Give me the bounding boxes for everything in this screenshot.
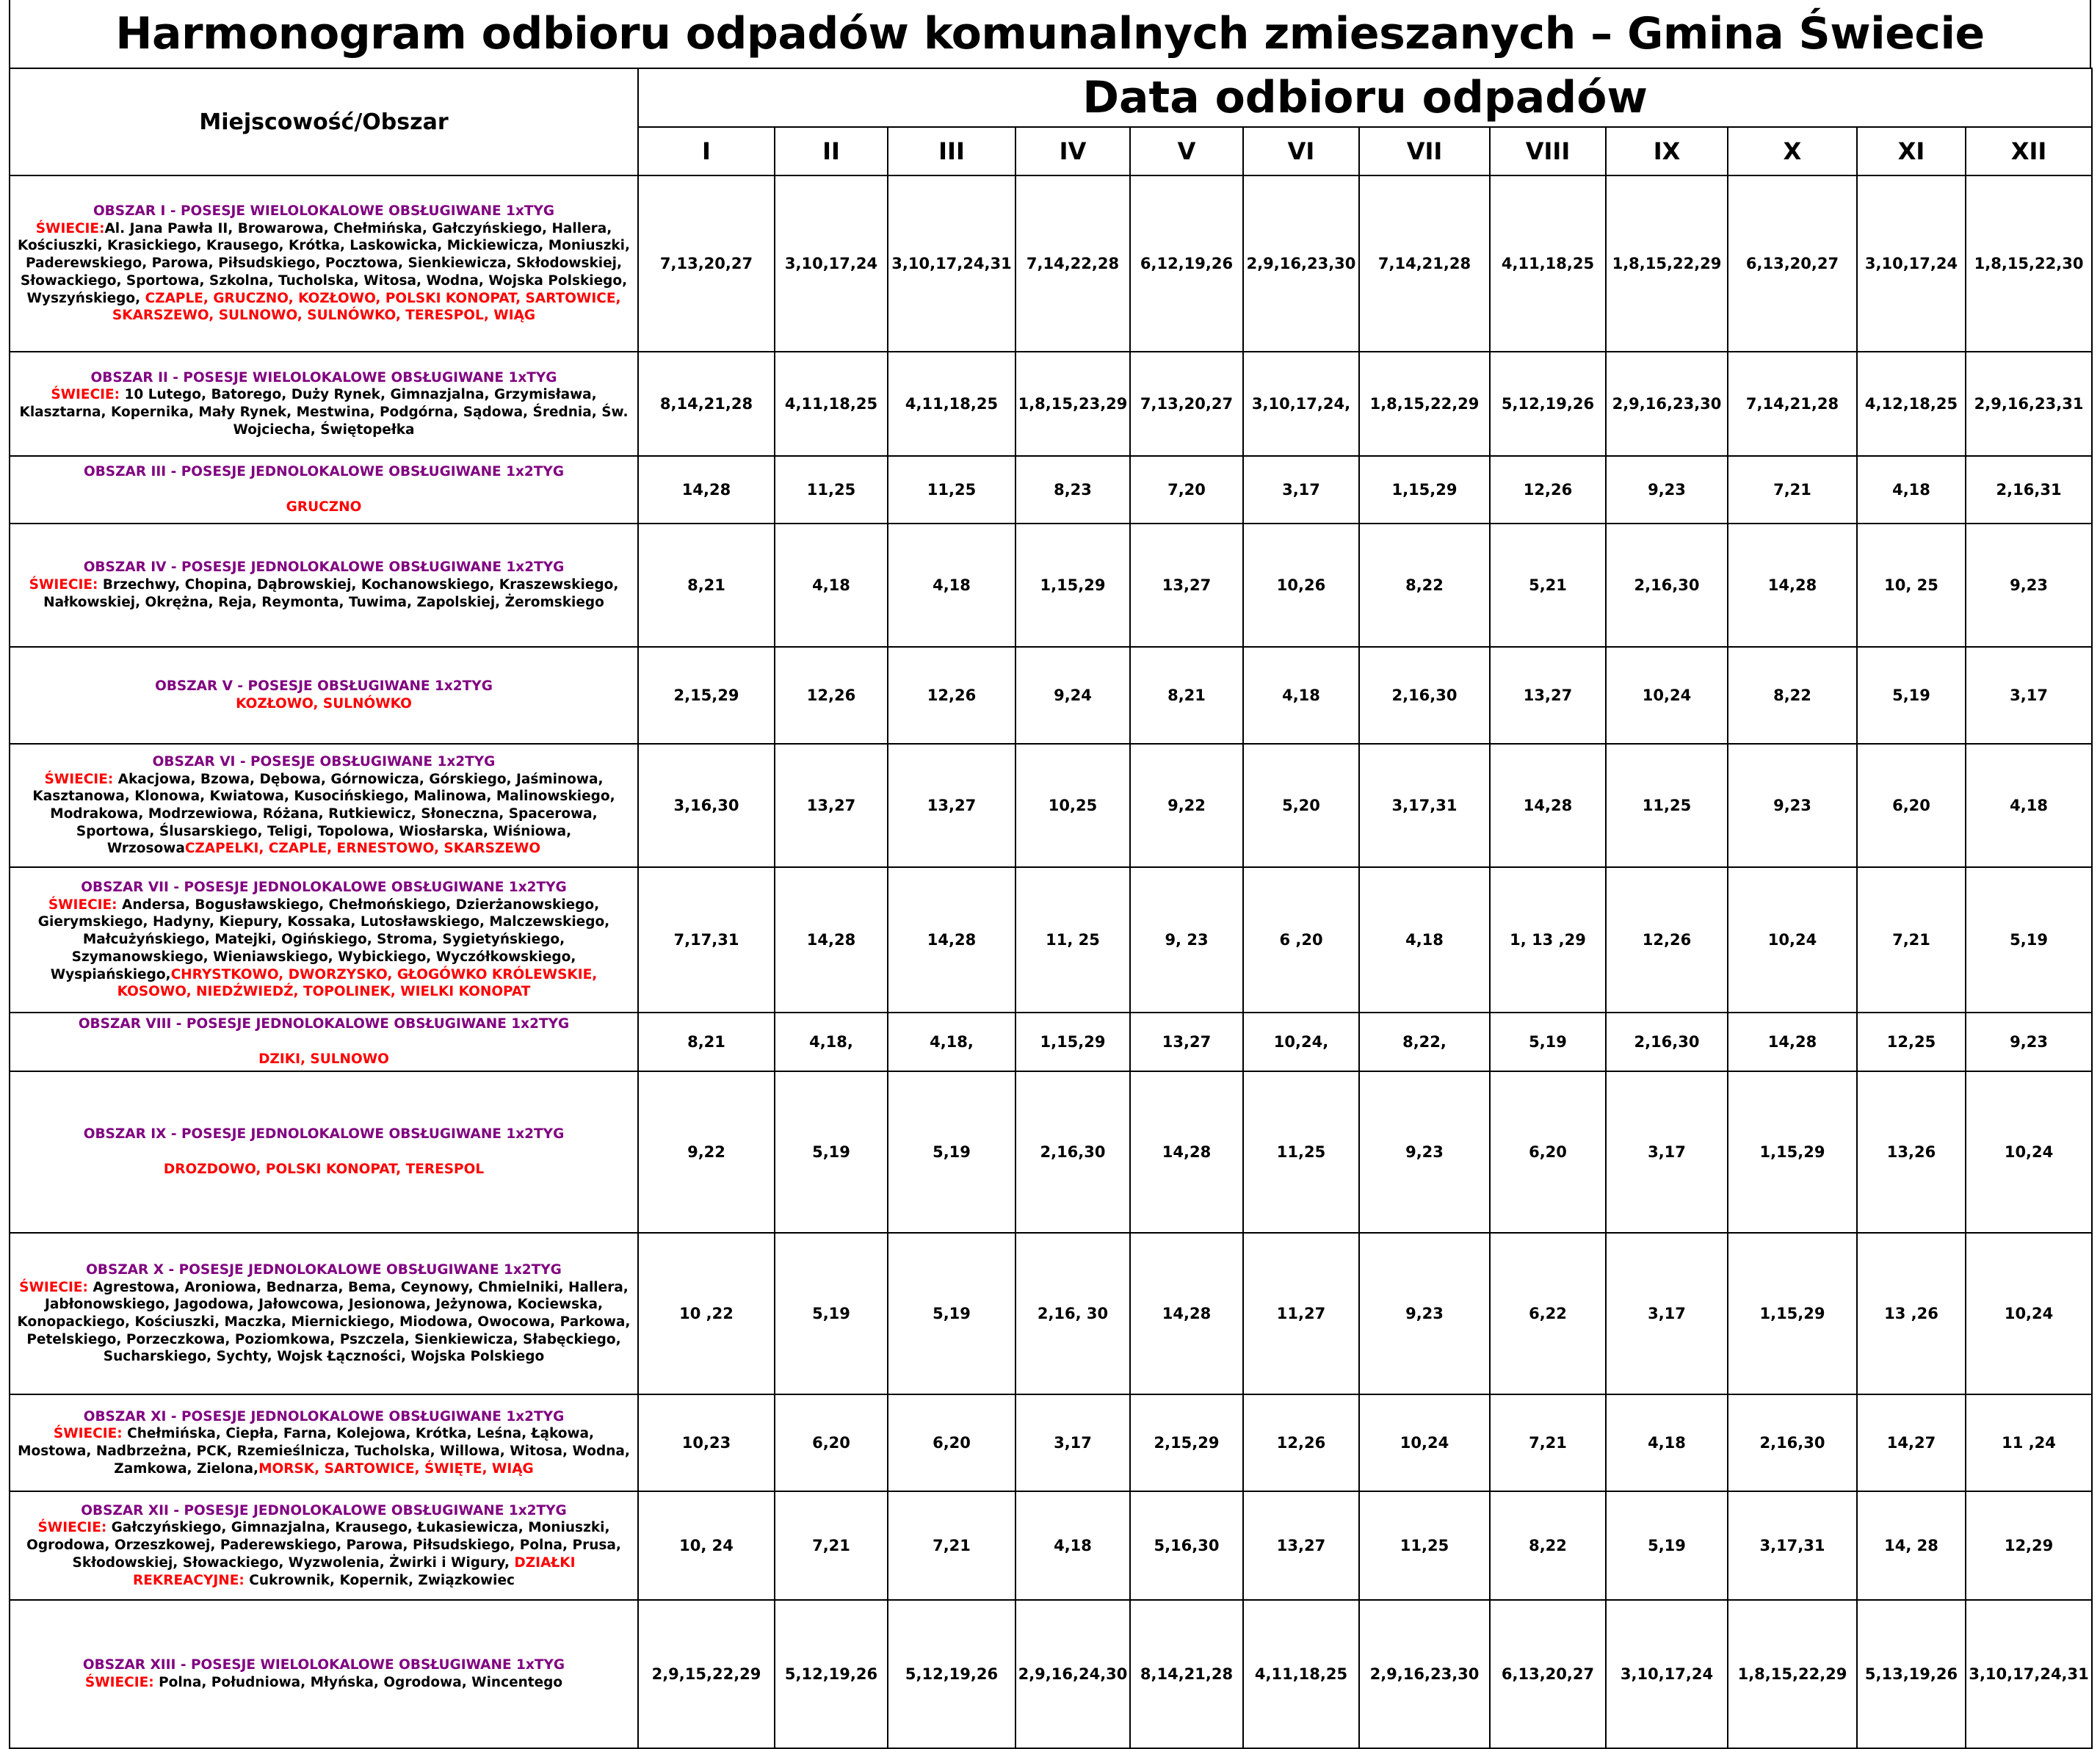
dates-column-header: Data odbioru odpadów <box>638 68 2092 127</box>
pickup-dates-IX: 3,10,17,24 <box>1606 1600 1728 1748</box>
pickup-dates-XII: 9,23 <box>1966 524 2092 647</box>
pickup-dates-III: 4,18 <box>888 524 1015 647</box>
area-cell <box>10 1491 638 1600</box>
pickup-dates-X: 7,14,21,28 <box>1728 352 1857 456</box>
city-label: ŚWIECIE: <box>48 897 117 913</box>
month-header-XII: XII <box>1966 127 2092 175</box>
table-row <box>10 867 2092 1013</box>
pickup-dates-IX: 12,26 <box>1606 867 1728 1013</box>
pickup-dates-II: 7,21 <box>775 1491 888 1600</box>
pickup-dates-IV: 2,16,30 <box>1015 1071 1130 1233</box>
city-label: ŚWIECIE: <box>29 577 98 593</box>
pickup-dates-I: 10,23 <box>638 1394 775 1491</box>
pickup-dates-XII: 5,19 <box>1966 867 2092 1013</box>
pickup-dates-XI: 3,10,17,24 <box>1857 175 1966 352</box>
city-label: ŚWIECIE: <box>84 1675 154 1690</box>
pickup-dates-VI: 11,27 <box>1243 1233 1359 1394</box>
pickup-dates-V: 6,12,19,26 <box>1130 175 1243 352</box>
area-title: OBSZAR VI - POSESJE OBSŁUGIWANE 1x2TYG <box>152 753 496 770</box>
pickup-dates-V: 14,28 <box>1130 1233 1243 1394</box>
pickup-dates-VI: 2,9,16,23,30 <box>1243 175 1359 352</box>
pickup-dates-X: 9,23 <box>1728 744 1857 867</box>
schedule-page <box>9 0 2091 1746</box>
pickup-dates-VI: 3,10,17,24, <box>1243 352 1359 456</box>
pickup-dates-IX: 2,9,16,23,30 <box>1606 352 1728 456</box>
table-row <box>10 1233 2092 1394</box>
pickup-dates-VI: 4,18 <box>1243 647 1359 744</box>
pickup-dates-IV: 3,17 <box>1015 1394 1130 1491</box>
pickup-dates-IV: 2,16, 30 <box>1015 1233 1130 1394</box>
pickup-dates-II: 12,26 <box>775 647 888 744</box>
pickup-dates-III: 5,19 <box>888 1233 1015 1394</box>
pickup-dates-XII: 4,18 <box>1966 744 2092 867</box>
pickup-dates-XII: 2,9,16,23,31 <box>1966 352 2092 456</box>
pickup-dates-VIII: 1, 13 ,29 <box>1490 867 1606 1013</box>
table-row <box>10 1071 2092 1233</box>
pickup-dates-II: 14,28 <box>775 867 888 1013</box>
pickup-dates-II: 3,10,17,24 <box>775 175 888 352</box>
pickup-dates-VIII: 6,20 <box>1490 1071 1606 1233</box>
pickup-dates-III: 3,10,17,24,31 <box>888 175 1015 352</box>
pickup-dates-II: 4,18 <box>775 524 888 647</box>
pickup-dates-XII: 1,8,15,22,30 <box>1966 175 2092 352</box>
pickup-dates-I: 10 ,22 <box>638 1233 775 1394</box>
area-cell <box>10 1394 638 1491</box>
pickup-dates-II: 5,19 <box>775 1071 888 1233</box>
area-title: OBSZAR XII - POSESJE JEDNOLOKALOWE OBSŁUGIWANE 1x2TYG <box>81 1502 567 1518</box>
pickup-dates-V: 8,14,21,28 <box>1130 1600 1243 1748</box>
pickup-dates-VIII: 6,13,20,27 <box>1490 1600 1606 1748</box>
pickup-dates-VI: 10,24, <box>1243 1013 1359 1071</box>
table-row <box>10 744 2092 867</box>
pickup-dates-VI: 12,26 <box>1243 1394 1359 1491</box>
area-cell <box>10 1600 638 1748</box>
pickup-dates-X: 1,15,29 <box>1728 1071 1857 1233</box>
area-title: OBSZAR XIII - POSESJE WIELOLOKALOWE OBSŁUGIWANE 1xTYG <box>82 1657 565 1673</box>
pickup-dates-XII: 11 ,24 <box>1966 1394 2092 1491</box>
pickup-dates-II: 4,11,18,25 <box>775 352 888 456</box>
pickup-dates-III: 5,12,19,26 <box>888 1600 1015 1748</box>
month-header-VII: VII <box>1359 127 1490 175</box>
pickup-dates-IX: 11,25 <box>1606 744 1728 867</box>
month-header-VIII: VIII <box>1490 127 1606 175</box>
pickup-dates-III: 13,27 <box>888 744 1015 867</box>
pickup-dates-VII: 10,24 <box>1359 1394 1490 1491</box>
pickup-dates-V: 13,27 <box>1130 524 1243 647</box>
table-row <box>10 647 2092 744</box>
pickup-dates-XI: 7,21 <box>1857 867 1966 1013</box>
pickup-dates-V: 9, 23 <box>1130 867 1243 1013</box>
area-title: OBSZAR I - POSESJE WIELOLOKALOWE OBSŁUGIWANE 1xTYG <box>93 203 555 220</box>
city-label: ŚWIECIE: <box>53 1426 123 1442</box>
pickup-dates-I: 2,15,29 <box>638 647 775 744</box>
pickup-dates-IV: 2,9,16,24,30 <box>1015 1600 1130 1748</box>
pickup-dates-VII: 8,22, <box>1359 1013 1490 1071</box>
pickup-dates-X: 1,15,29 <box>1728 1233 1857 1394</box>
area-title: OBSZAR III - POSESJE JEDNOLOKALOWE OBSŁUGIWANE 1x2TYG <box>83 464 565 480</box>
pickup-dates-II: 13,27 <box>775 744 888 867</box>
pickup-dates-VII: 9,23 <box>1359 1233 1490 1394</box>
city-label: ŚWIECIE: <box>35 220 105 236</box>
pickup-dates-IV: 1,8,15,23,29 <box>1015 352 1130 456</box>
pickup-dates-VI: 13,27 <box>1243 1491 1359 1600</box>
pickup-dates-XII: 10,24 <box>1966 1071 2092 1233</box>
pickup-dates-I: 2,9,15,22,29 <box>638 1600 775 1748</box>
pickup-dates-IX: 4,18 <box>1606 1394 1728 1491</box>
month-header-III: III <box>888 127 1015 175</box>
pickup-dates-VI: 11,25 <box>1243 1071 1359 1233</box>
pickup-dates-X: 6,13,20,27 <box>1728 175 1857 352</box>
pickup-dates-III: 6,20 <box>888 1394 1015 1491</box>
village-list: DROZDOWO, POLSKI KONOPAT, TERESPOL <box>163 1161 485 1177</box>
pickup-dates-XI: 4,18 <box>1857 456 1966 524</box>
pickup-dates-V: 7,13,20,27 <box>1130 352 1243 456</box>
pickup-dates-I: 14,28 <box>638 456 775 524</box>
pickup-dates-V: 7,20 <box>1130 456 1243 524</box>
pickup-dates-VII: 1,8,15,22,29 <box>1359 352 1490 456</box>
pickup-dates-XI: 13,26 <box>1857 1071 1966 1233</box>
pickup-dates-X: 10,24 <box>1728 867 1857 1013</box>
pickup-dates-IX: 5,19 <box>1606 1491 1728 1600</box>
village-list: KOZŁOWO, SULNÓWKO <box>236 696 412 711</box>
schedule-rows <box>10 175 2092 1748</box>
pickup-dates-X: 1,8,15,22,29 <box>1728 1600 1857 1748</box>
pickup-dates-IV: 1,15,29 <box>1015 1013 1130 1071</box>
pickup-dates-VII: 2,9,16,23,30 <box>1359 1600 1490 1748</box>
village-list: DZIAŁKI REKREACYJNE: <box>133 1554 576 1588</box>
area-title: OBSZAR II - POSESJE WIELOLOKALOWE OBSŁUGIWANE 1xTYG <box>90 369 557 385</box>
pickup-dates-IX: 1,8,15,22,29 <box>1606 175 1728 352</box>
pickup-dates-III: 7,21 <box>888 1491 1015 1600</box>
city-label: ŚWIECIE: <box>51 387 120 403</box>
street-list: Al. Jana Pawła II, Browarowa, Chełmińska, Gałczyńskiego, Hallera, Kościuszki, Krasickiego, Krausego, Krótka, Laskowicka, Mickiewicza, Moniuszki, Paderewskiego, Parowa, Piłsudskiego, Pocztowa, Sienkiewicza, Skłodowskiej, Słowackiego, Sportowa, Szkolna, Tucholska, Witosa, Wodna, Wojska Polskiego, Wyszyńskiego, <box>17 220 631 306</box>
pickup-dates-X: 8,22 <box>1728 647 1857 744</box>
pickup-dates-VII: 9,23 <box>1359 1071 1490 1233</box>
pickup-dates-II: 5,12,19,26 <box>775 1600 888 1748</box>
pickup-dates-II: 4,18, <box>775 1013 888 1071</box>
village-list: DZIKI, SULNOWO <box>258 1051 389 1067</box>
pickup-dates-XI: 5,19 <box>1857 647 1966 744</box>
month-header-IV: IV <box>1015 127 1130 175</box>
pickup-dates-IX: 2,16,30 <box>1606 1013 1728 1071</box>
area-title: OBSZAR V - POSESJE OBSŁUGIWANE 1x2TYG <box>155 678 493 695</box>
month-header-II: II <box>775 127 888 175</box>
pickup-dates-III: 4,18, <box>888 1013 1015 1071</box>
table-row <box>10 456 2092 524</box>
area-title: OBSZAR IX - POSESJE JEDNOLOKALOWE OBSŁUGIWANE 1x2TYG <box>83 1126 565 1143</box>
pickup-dates-III: 11,25 <box>888 456 1015 524</box>
pickup-dates-X: 2,16,30 <box>1728 1394 1857 1491</box>
extra-list: Cukrownik, Kopernik, Związkowiec <box>244 1572 515 1588</box>
pickup-dates-VII: 7,14,21,28 <box>1359 175 1490 352</box>
page-title: Harmonogram odbioru odpadów komunalnych zmieszanych – Gmina Świecie <box>115 8 1985 59</box>
area-title: OBSZAR VIII - POSESJE JEDNOLOKALOWE OBSŁUGIWANE 1x2TYG <box>78 1016 570 1032</box>
pickup-dates-VI: 4,11,18,25 <box>1243 1600 1359 1748</box>
pickup-dates-VIII: 5,12,19,26 <box>1490 352 1606 456</box>
area-cell <box>10 867 638 1013</box>
table-row <box>10 1491 2092 1600</box>
pickup-dates-IX: 9,23 <box>1606 456 1728 524</box>
pickup-dates-VI: 10,26 <box>1243 524 1359 647</box>
pickup-dates-II: 6,20 <box>775 1394 888 1491</box>
pickup-dates-I: 10, 24 <box>638 1491 775 1600</box>
pickup-dates-IV: 7,14,22,28 <box>1015 175 1130 352</box>
pickup-dates-XII: 2,16,31 <box>1966 456 2092 524</box>
pickup-dates-III: 12,26 <box>888 647 1015 744</box>
pickup-dates-IV: 9,24 <box>1015 647 1130 744</box>
pickup-dates-V: 13,27 <box>1130 1013 1243 1071</box>
page-title-row <box>9 0 2091 68</box>
village-list: CZAPELKI, CZAPLE, ERNESTOWO, SKARSZEWO <box>184 841 541 857</box>
schedule-table <box>9 68 2093 1749</box>
city-label: ŚWIECIE: <box>44 771 114 787</box>
city-label: ŚWIECIE: <box>37 1520 107 1536</box>
month-header-VI: VI <box>1243 127 1359 175</box>
pickup-dates-VIII: 6,22 <box>1490 1233 1606 1394</box>
area-cell <box>10 744 638 867</box>
pickup-dates-XI: 5,13,19,26 <box>1857 1600 1966 1748</box>
pickup-dates-VIII: 14,28 <box>1490 744 1606 867</box>
pickup-dates-XII: 10,24 <box>1966 1233 2092 1394</box>
pickup-dates-VIII: 8,22 <box>1490 1491 1606 1600</box>
pickup-dates-III: 5,19 <box>888 1071 1015 1233</box>
street-list: 10 Lutego, Batorego, Duży Rynek, Gimnazjalna, Grzymisława, Klasztarna, Kopernika, Mały Rynek, Mestwina, Podgórna, Sądowa, Średnia, Św. Wojciecha, Świętopełka <box>19 387 629 438</box>
pickup-dates-VI: 5,20 <box>1243 744 1359 867</box>
area-cell <box>10 175 638 352</box>
area-title: OBSZAR XI - POSESJE JEDNOLOKALOWE OBSŁUGIWANE 1x2TYG <box>83 1408 565 1424</box>
area-cell <box>10 1233 638 1394</box>
pickup-dates-VI: 6 ,20 <box>1243 867 1359 1013</box>
pickup-dates-VIII: 4,11,18,25 <box>1490 175 1606 352</box>
pickup-dates-IX: 3,17 <box>1606 1071 1728 1233</box>
table-row <box>10 352 2092 456</box>
street-list: Gałczyńskiego, Gimnazjalna, Krausego, Łukasiewicza, Moniuszki, Ogrodowa, Orzeszkowej, Paderewskiego, Parowa, Piłsudskiego, Polna, Prusa, Skłodowskiej, Słowackiego, Wyzwolenia, Żwirki i Wigury, <box>26 1520 621 1571</box>
pickup-dates-XII: 3,10,17,24,31 <box>1966 1600 2092 1748</box>
month-header-I: I <box>638 127 775 175</box>
street-list: Polna, Południowa, Młyńska, Ogrodowa, Wincentego <box>153 1675 563 1690</box>
pickup-dates-VII: 1,15,29 <box>1359 456 1490 524</box>
pickup-dates-V: 8,21 <box>1130 647 1243 744</box>
pickup-dates-I: 8,14,21,28 <box>638 352 775 456</box>
area-cell <box>10 647 638 744</box>
pickup-dates-I: 7,17,31 <box>638 867 775 1013</box>
village-list: CHRYSTKOWO, DWORZYSKO, GŁOGÓWKO KRÓLEWSKIE, KOSOWO, NIEDŹWIEDŹ, TOPOLINEK, WIELKI KONOPAT <box>117 966 598 1000</box>
table-row <box>10 175 2092 352</box>
pickup-dates-VII: 11,25 <box>1359 1491 1490 1600</box>
pickup-dates-VI: 3,17 <box>1243 456 1359 524</box>
city-label: ŚWIECIE: <box>19 1279 88 1295</box>
pickup-dates-IV: 8,23 <box>1015 456 1130 524</box>
village-list: GRUCZNO <box>286 499 362 515</box>
village-list: MORSK, SARTOWICE, ŚWIĘTE, WIĄG <box>258 1460 534 1477</box>
pickup-dates-IV: 11, 25 <box>1015 867 1130 1013</box>
pickup-dates-IX: 3,17 <box>1606 1233 1728 1394</box>
pickup-dates-VIII: 5,21 <box>1490 524 1606 647</box>
area-cell <box>10 1013 638 1071</box>
pickup-dates-VIII: 13,27 <box>1490 647 1606 744</box>
pickup-dates-I: 7,13,20,27 <box>638 175 775 352</box>
pickup-dates-VIII: 5,19 <box>1490 1013 1606 1071</box>
table-row <box>10 1394 2092 1491</box>
pickup-dates-III: 14,28 <box>888 867 1015 1013</box>
pickup-dates-XI: 10, 25 <box>1857 524 1966 647</box>
area-cell <box>10 456 638 524</box>
pickup-dates-II: 5,19 <box>775 1233 888 1394</box>
pickup-dates-I: 8,21 <box>638 524 775 647</box>
pickup-dates-IV: 1,15,29 <box>1015 524 1130 647</box>
month-header-IX: IX <box>1606 127 1728 175</box>
pickup-dates-VII: 3,17,31 <box>1359 744 1490 867</box>
street-list: Agrestowa, Aroniowa, Bednarza, Bema, Ceynowy, Chmielniki, Hallera, Jabłonowskiego, Jagodowa, Jałowcowa, Jesionowa, Jeżynowa, Kociewska, Konopackiego, Kościuszki, Maczka, Miernickiego, Miodowa, Owocowa, Parkowa, Petelskiego, Porzeczkowa, Poziomkowa, Pszczela, Sienkiewicza, Słabęckiego, Sucharskiego, Sychty, Wojsk Łączności, Wojska Polskiego <box>17 1279 631 1365</box>
area-cell <box>10 352 638 456</box>
area-cell <box>10 524 638 647</box>
pickup-dates-IX: 2,16,30 <box>1606 524 1728 647</box>
pickup-dates-XII: 3,17 <box>1966 647 2092 744</box>
area-title: OBSZAR X - POSESJE JEDNOLOKALOWE OBSŁUGIWANE 1x2TYG <box>86 1261 562 1278</box>
pickup-dates-V: 5,16,30 <box>1130 1491 1243 1600</box>
pickup-dates-VII: 8,22 <box>1359 524 1490 647</box>
area-title: OBSZAR IV - POSESJE JEDNOLOKALOWE OBSŁUGIWANE 1x2TYG <box>83 560 565 576</box>
pickup-dates-VIII: 12,26 <box>1490 456 1606 524</box>
pickup-dates-V: 9,22 <box>1130 744 1243 867</box>
area-title: OBSZAR VII - POSESJE JEDNOLOKALOWE OBSŁUGIWANE 1x2TYG <box>81 880 567 896</box>
month-header-XI: XI <box>1857 127 1966 175</box>
pickup-dates-X: 14,28 <box>1728 1013 1857 1071</box>
pickup-dates-II: 11,25 <box>775 456 888 524</box>
pickup-dates-I: 8,21 <box>638 1013 775 1071</box>
pickup-dates-V: 2,15,29 <box>1130 1394 1243 1491</box>
month-header-V: V <box>1130 127 1243 175</box>
pickup-dates-V: 14,28 <box>1130 1071 1243 1233</box>
pickup-dates-IV: 4,18 <box>1015 1491 1130 1600</box>
pickup-dates-VII: 4,18 <box>1359 867 1490 1013</box>
pickup-dates-IV: 10,25 <box>1015 744 1130 867</box>
street-list: Akacjowa, Bzowa, Dębowa, Górnowicza, Górskiego, Jaśminowa, Kasztanowa, Klonowa, Kwiatowa, Kusocińskiego, Malinowa, Malinowskiego, Modrakowa, Modrzewiowa, Różana, Rutkiewicz, Słoneczna, Spacerowa, Sportowa, Ślusarskiego, Teligi, Topolowa, Wiosłarska, Wiśniowa, Wrzosowa <box>32 771 615 857</box>
street-list: Chełmińska, Ciepła, Farna, Kolejowa, Krótka, Leśna, Łąkowa, Mostowa, Nadbrzeżna, PCK, Rzemieślnicza, Tucholska, Willowa, Witosa, Wodna, Zamkowa, Zielona, <box>18 1426 630 1477</box>
pickup-dates-XII: 12,29 <box>1966 1491 2092 1600</box>
pickup-dates-VIII: 7,21 <box>1490 1394 1606 1491</box>
pickup-dates-XI: 14, 28 <box>1857 1491 1966 1600</box>
pickup-dates-XI: 14,27 <box>1857 1394 1966 1491</box>
pickup-dates-XII: 9,23 <box>1966 1013 2092 1071</box>
pickup-dates-I: 3,16,30 <box>638 744 775 867</box>
table-row <box>10 524 2092 647</box>
pickup-dates-XI: 12,25 <box>1857 1013 1966 1071</box>
month-header-X: X <box>1728 127 1857 175</box>
pickup-dates-I: 9,22 <box>638 1071 775 1233</box>
street-list: Andersa, Bogusławskiego, Chełmońskiego, Dzierżanowskiego, Gierymskiego, Hadyny, Kiepury, Kossaka, Lutosławskiego, Malczewskiego, Małcużyńskiego, Matejki, Ogińskiego, Stroma, Sygietyńskiego, Szymanowskiego, Wieniawskiego, Wybickiego, Wyczółkowskiego, Wyspiańskiego, <box>37 897 610 982</box>
village-list: CZAPLE, GRUCZNO, KOZŁOWO, POLSKI KONOPAT, SARTOWICE, SKARSZEWO, SULNOWO, SULNÓWKO, TERESPOL, WIĄG <box>112 290 621 324</box>
pickup-dates-IX: 10,24 <box>1606 647 1728 744</box>
pickup-dates-XI: 13 ,26 <box>1857 1233 1966 1394</box>
area-column-header: Miejscowość/Obszar <box>10 68 638 175</box>
pickup-dates-XI: 4,12,18,25 <box>1857 352 1966 456</box>
pickup-dates-VII: 2,16,30 <box>1359 647 1490 744</box>
pickup-dates-XI: 6,20 <box>1857 744 1966 867</box>
pickup-dates-X: 7,21 <box>1728 456 1857 524</box>
area-cell <box>10 1071 638 1233</box>
pickup-dates-III: 4,11,18,25 <box>888 352 1015 456</box>
street-list: Brzechwy, Chopina, Dąbrowskiej, Kochanowskiego, Kraszewskiego, Nałkowskiej, Okrężna, Reja, Reymonta, Tuwima, Zapolskiej, Żeromskiego <box>43 577 619 610</box>
table-row <box>10 1013 2092 1071</box>
pickup-dates-X: 14,28 <box>1728 524 1857 647</box>
table-row <box>10 1600 2092 1748</box>
pickup-dates-X: 3,17,31 <box>1728 1491 1857 1600</box>
